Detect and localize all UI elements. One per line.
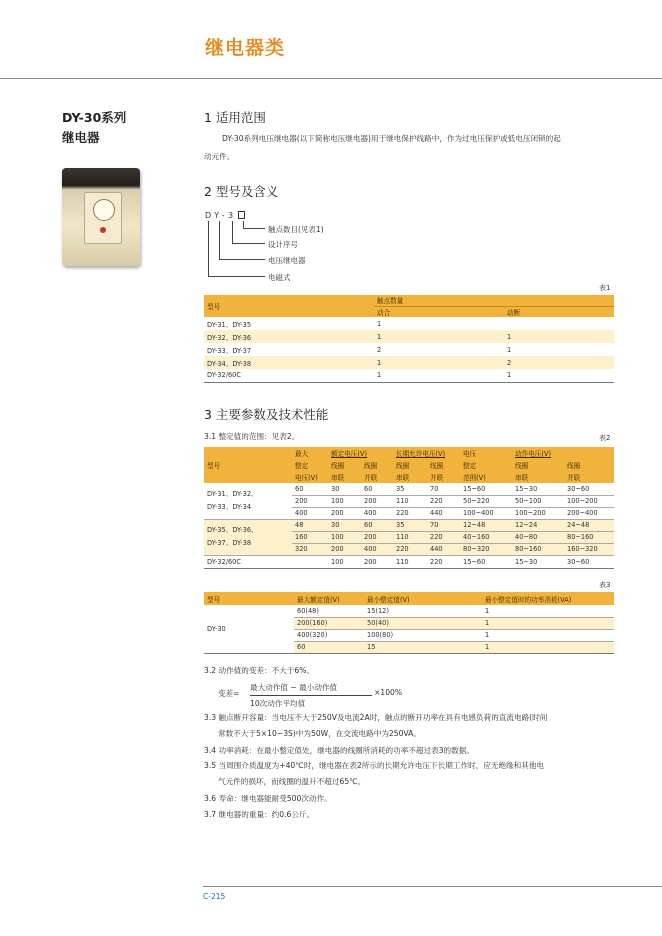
spec-3-5 <box>204 758 614 790</box>
code-line-3v <box>219 221 220 260</box>
product-title-line2: 继电器 <box>62 130 100 145</box>
section-3-title: 3 主要参数及技术性能 <box>204 407 329 422</box>
product-title <box>62 108 126 148</box>
table-cell: 200 <box>295 497 308 505</box>
table2-h-series1: 串联 <box>331 474 345 482</box>
table2-h-max1: 最大 <box>295 450 309 458</box>
table2-h-max3: 电压(V) <box>295 474 318 482</box>
table2-h-act: 动作电压(V) <box>515 450 552 458</box>
table-cell: 200 <box>364 497 377 505</box>
table1-caption: 表1 <box>599 284 611 292</box>
table2-h-cont: 长期允许电压(V) <box>396 450 446 458</box>
table-cell: 1 <box>482 641 614 653</box>
table-cell: 50~220 <box>463 497 490 505</box>
table2-h-coil2: 线圈 <box>364 462 378 470</box>
table1-h-break: 动断 <box>504 306 614 317</box>
table1-h-contacts: 触点数量 <box>377 297 404 306</box>
table-cell: 60 <box>294 641 364 653</box>
table2-h-coil4: 线圈 <box>430 462 444 470</box>
relay-indicator <box>100 227 106 233</box>
table1-h-make: 动合 <box>374 306 504 317</box>
table-cell: 200 <box>364 533 377 541</box>
fraction-bar <box>250 695 372 696</box>
table-cell: DY-34、DY-38 <box>207 359 252 368</box>
table-cell: 1 <box>482 617 614 629</box>
table-cell: 1 <box>482 605 614 617</box>
table-cell: 200 <box>364 557 377 566</box>
formula-label: 变差= <box>218 689 240 698</box>
table2-h-parallel3: 并联 <box>567 474 581 482</box>
table-cell: 1 <box>377 319 382 328</box>
table-row <box>204 356 614 369</box>
code-line-1h <box>243 228 265 229</box>
table-row <box>204 555 614 568</box>
table2-h-parallel1: 并联 <box>364 474 378 482</box>
table3-h-min: 最小整定值(V) <box>367 595 410 604</box>
code-label-contacts: 触点数目(见表1) <box>268 225 324 234</box>
table-cell: 400 <box>364 545 377 553</box>
model-code <box>205 211 245 220</box>
table2-h-coil1: 线圈 <box>331 462 345 470</box>
table-cell: 200 <box>331 545 344 553</box>
table2-h-coil5: 线圈 <box>515 462 529 470</box>
table-row <box>204 605 614 617</box>
formula-denominator: 10次动作平均值 <box>250 699 306 708</box>
table-cell: 1 <box>507 332 512 341</box>
table-cell: 30 <box>331 521 340 529</box>
section-1-text <box>204 130 614 166</box>
table-cell: 35 <box>396 484 405 493</box>
placeholder-box <box>238 211 245 219</box>
section-2-title: 2 型号及含义 <box>204 184 279 199</box>
code-line-4h <box>208 276 265 277</box>
section-1-title: 1 适用范围 <box>204 110 266 125</box>
table-cell: DY-31、DY-35 <box>207 320 252 329</box>
code-label-voltage: 电压继电器 <box>268 256 306 265</box>
table2 <box>204 447 614 569</box>
table2-h-range3: 范围(V) <box>463 474 486 482</box>
table-cell: 220 <box>396 509 409 517</box>
model-code-text: DY-3 <box>205 211 237 220</box>
table-cell: 110 <box>396 533 409 541</box>
code-line-4v <box>208 221 209 277</box>
table-cell <box>292 555 328 568</box>
table-cell: 220 <box>430 533 443 541</box>
table-cell: 50(40) <box>364 617 482 629</box>
table-cell: 60(48) <box>294 605 364 617</box>
header-divider <box>0 78 662 79</box>
table-cell: 35 <box>396 521 405 529</box>
table2-h-model: 型号 <box>207 462 221 470</box>
table-cell: 15(12) <box>364 605 482 617</box>
table-row <box>204 369 614 382</box>
table-cell: 1 <box>377 332 382 341</box>
table-cell: 30 <box>331 484 340 493</box>
table-cell: 1 <box>482 629 614 641</box>
formula-numerator: 最大动作值 − 最小动作值 <box>250 683 338 692</box>
formula-multiplier: ×100% <box>374 688 403 697</box>
table2-group1-model2: DY-33、DY-34 <box>207 502 252 511</box>
table-cell: 110 <box>396 497 409 505</box>
table-cell: 200~400 <box>567 509 598 517</box>
footer-divider <box>203 886 662 887</box>
table-cell: 50~100 <box>515 497 542 505</box>
table2-h-parallel2: 并联 <box>430 474 444 482</box>
spec-3-6: 3.6 寿命：继电器能耐受500次动作。 <box>204 794 332 803</box>
spec-3-3-line2: 常数不大于5×10−3S)中为50W，在交流电路中为250VA。 <box>218 729 421 738</box>
table-cell: 220 <box>430 497 443 505</box>
table2-group2-model2: DY-37、DY-38 <box>207 539 252 547</box>
table-cell: 200 <box>331 509 344 517</box>
table-cell: 100~400 <box>463 509 494 517</box>
table-cell: 1 <box>507 371 512 380</box>
code-line-3h <box>219 259 265 260</box>
spec-3-3 <box>204 710 614 742</box>
table-cell: 12~24 <box>515 521 538 529</box>
table-cell: DY-32/60C <box>207 371 241 380</box>
table-cell: 1 <box>377 358 382 367</box>
table-cell: 15~30 <box>515 484 538 493</box>
table-cell: 80~160 <box>567 533 594 541</box>
table-cell <box>504 317 614 330</box>
table3-model: DY-30 <box>204 605 294 653</box>
code-label-em: 电磁式 <box>268 273 291 282</box>
relay-dial <box>93 199 115 221</box>
table-cell: 15~60 <box>463 557 486 566</box>
spec-3-5-line1: 3.5 当周围介质温度为+40℃时，继电器在表2所示的长期允许电压下长期工作时，应无绝缘和其他电 <box>204 761 545 770</box>
spec-3-3-line1: 3.3 触点断开容量：当电压不大于250V及电流2A时，触点的断开功率在具有电感负荷的直流电路(时间 <box>204 713 548 722</box>
table-cell: 400 <box>295 509 308 517</box>
spec-3-1: 3.1 整定值的范围：见表2。 <box>204 432 300 441</box>
section-1-line2: 动元件。 <box>204 152 235 161</box>
table-row <box>204 317 614 330</box>
table-cell: 160 <box>295 533 308 541</box>
table-cell: 100~200 <box>515 509 546 517</box>
table-cell: 160~320 <box>567 545 598 553</box>
table-cell: 80~160 <box>515 545 542 553</box>
table-cell: 80~320 <box>463 545 490 553</box>
table-cell: 30~60 <box>567 557 590 566</box>
table-cell: 100~200 <box>567 497 598 505</box>
product-title-line1: DY-30系列 <box>62 110 127 125</box>
spec-3-5-line2: 气元件的损坏，而线圈的温升不超过65℃。 <box>218 777 366 786</box>
table2-h-series2: 串联 <box>396 474 410 482</box>
table-cell: 100 <box>331 497 344 505</box>
spec-3-4: 3.4 功率消耗：在最小整定值处，继电器的线圈所消耗的功率不超过表3的数据。 <box>204 746 474 755</box>
table-cell: 440 <box>430 545 443 553</box>
table3-h-max: 最大额定值(V) <box>297 595 340 604</box>
table2-h-coil3: 线圈 <box>396 462 410 470</box>
table-cell: 48 <box>295 521 304 529</box>
table-cell: 2 <box>507 358 512 367</box>
table-cell: 70 <box>430 521 439 529</box>
table-row <box>204 483 614 495</box>
table-cell: 15 <box>364 641 482 653</box>
table-cell: 60 <box>295 484 304 493</box>
table-cell: 30~60 <box>567 484 590 493</box>
table2-caption: 表2 <box>599 434 611 442</box>
table2-group1-model1: DY-31、DY-32、 <box>207 489 258 498</box>
code-label-design: 设计序号 <box>268 240 298 249</box>
table2-h-max2: 整定 <box>295 462 309 470</box>
table-cell: 1 <box>377 371 382 380</box>
table-cell: 200(160) <box>294 617 364 629</box>
table1-h-model: 型号 <box>207 303 221 311</box>
spec-3-7: 3.7 继电器的重量：约0.6公斤。 <box>204 810 315 819</box>
table-cell: 400 <box>364 509 377 517</box>
relay-window <box>84 192 122 244</box>
table-cell: 1 <box>507 345 512 354</box>
table-cell: 40~160 <box>463 533 490 541</box>
table-row <box>204 343 614 356</box>
page-number: C-215 <box>203 892 226 901</box>
table-cell: 440 <box>430 509 443 517</box>
table-cell: 110 <box>396 557 409 566</box>
code-line-2h <box>232 243 265 244</box>
formula-fraction <box>250 682 372 709</box>
table-cell: 100 <box>331 533 344 541</box>
table-cell: 24~48 <box>567 521 590 529</box>
table3-h-power: 最小整定值时的功率消耗(VA) <box>485 595 572 604</box>
table-cell: 60 <box>364 521 373 529</box>
table2-h-range2: 整定 <box>463 462 477 470</box>
table-cell: 220 <box>396 545 409 553</box>
table-row <box>204 330 614 343</box>
table-cell: 15~30 <box>515 557 538 566</box>
table-row <box>204 519 614 531</box>
table-cell: 100 <box>331 557 344 566</box>
table-cell: 40~80 <box>515 533 538 541</box>
table-cell: 60 <box>364 484 373 493</box>
table-cell: 320 <box>295 545 308 553</box>
section-1-line1: DY-30系列电压继电器(以下简称电压继电器)用于继电保护线路中，作为过电压保护或低电压闭锁的起 <box>222 134 561 143</box>
table3 <box>204 592 614 654</box>
product-photo <box>62 168 140 266</box>
table2-group3-model: DY-32/60C <box>207 557 241 566</box>
table-cell: DY-33、DY-37 <box>207 346 252 355</box>
spec-3-2: 3.2 动作值的变差：不大于6%。 <box>204 666 315 675</box>
table-cell: 15~60 <box>463 484 486 493</box>
table2-h-rated: 额定电压(V) <box>331 450 368 458</box>
table2-h-coil6: 线圈 <box>567 462 581 470</box>
table2-h-series3: 串联 <box>515 474 529 482</box>
table-cell: DY-32、DY-36 <box>207 333 252 342</box>
table3-caption: 表3 <box>599 581 611 589</box>
table-cell: 2 <box>377 345 382 354</box>
category-title: 继电器类 <box>205 37 286 59</box>
table3-h-model: 型号 <box>207 595 221 604</box>
table-cell: 220 <box>430 557 443 566</box>
table-cell: 70 <box>430 484 439 493</box>
table2-h-range1: 电压 <box>463 450 477 458</box>
table2-group2-model1: DY-35、DY-36、 <box>207 526 258 534</box>
table-cell: 12~48 <box>463 521 486 529</box>
table-cell: 100(80) <box>364 629 482 641</box>
table1 <box>204 295 614 383</box>
code-line-2v <box>232 221 233 244</box>
table-cell: 400(320) <box>294 629 364 641</box>
